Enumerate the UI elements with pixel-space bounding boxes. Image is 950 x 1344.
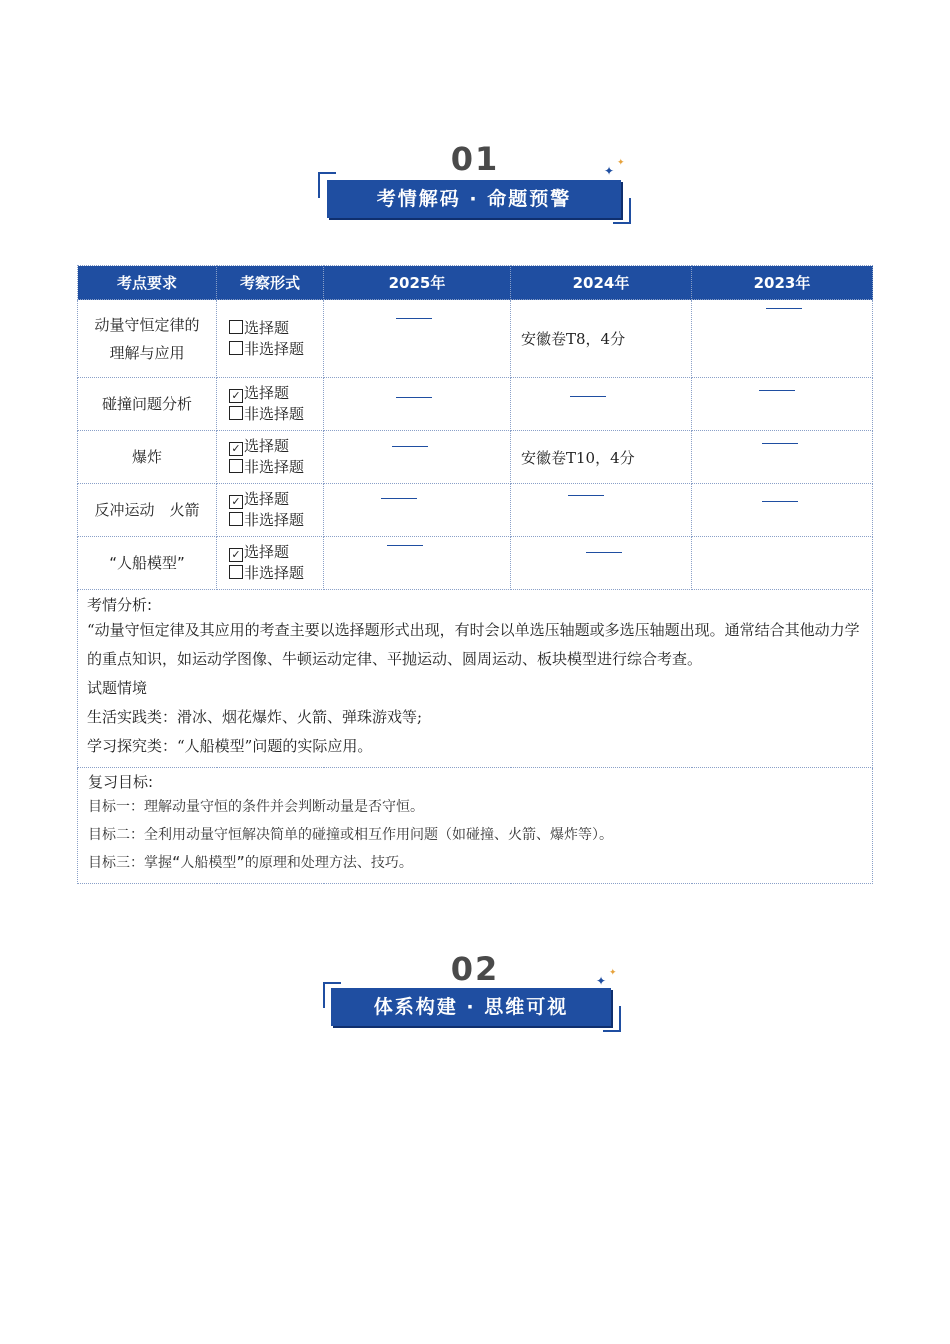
analysis-text: “动量守恒定律及其应用的考查主要以选择题形式出现，有时会以单选压轴题或多选压轴题出现。通常结合其他动力学的重点知识，如运动学图像、牛顿运动定律、平抛运动、圆周运动、板块模型进行综合考查。 <box>87 621 860 668</box>
header-cell: 2025年 <box>324 266 511 300</box>
sparkle-icon: ✦ <box>617 158 625 168</box>
form-cell <box>217 300 324 378</box>
table-row <box>78 484 873 537</box>
empty-mark <box>762 501 798 502</box>
option-nonchoice <box>229 563 323 584</box>
table-header-row <box>78 266 873 300</box>
table-row <box>78 537 873 590</box>
analysis-heading: 考情分析: <box>87 596 153 614</box>
topic-label: 爆炸 <box>131 448 162 466</box>
option-nonchoice <box>229 404 323 425</box>
goal-item: 目标二：全利用动量守恒解决简单的碰撞或相互作用问题（如碰撞、火箭、爆炸等）。 <box>88 827 613 843</box>
goals-heading: 复习目标: <box>88 773 154 791</box>
checkbox-unchecked-icon <box>229 565 243 579</box>
year-cell <box>511 378 692 431</box>
option-label: 非选择题 <box>244 511 305 529</box>
table-row <box>78 378 873 431</box>
empty-mark <box>396 397 432 398</box>
option-choice <box>229 318 323 339</box>
section-title: 体系构建 · 思维可视 <box>331 988 611 1026</box>
goal-item: 目标三：掌握“人船模型”的原理和处理方法、技巧。 <box>88 855 413 871</box>
header-cell: 2024年 <box>511 266 692 300</box>
scenario-heading: 试题情境 <box>87 679 148 697</box>
section-header-2 <box>0 950 950 1030</box>
empty-mark <box>586 552 622 553</box>
year-cell <box>692 537 873 590</box>
section-header-1 <box>0 140 950 220</box>
option-label: 选择题 <box>244 437 290 455</box>
option-label: 非选择题 <box>244 405 305 423</box>
exam-reference: 安徽卷T10，4分 <box>521 448 635 467</box>
empty-mark <box>381 498 417 499</box>
option-label: 选择题 <box>244 318 290 337</box>
topic-cell <box>78 431 217 484</box>
checkbox-checked-icon: ✓ <box>229 389 243 403</box>
topic-cell <box>78 300 217 378</box>
checkbox-checked-icon: ✓ <box>229 495 243 509</box>
form-cell <box>217 484 324 537</box>
year-cell <box>511 300 692 378</box>
form-cell <box>217 378 324 431</box>
form-cell <box>217 431 324 484</box>
year-cell <box>692 431 873 484</box>
scenario-life: 生活实践类：滑冰、烟花爆炸、火箭、弹珠游戏等; <box>87 708 423 726</box>
year-cell <box>511 537 692 590</box>
topic-label: “人船模型” <box>109 554 185 572</box>
exam-analysis-table <box>77 265 873 884</box>
year-cell <box>324 300 511 378</box>
empty-mark <box>759 390 795 391</box>
year-cell <box>324 537 511 590</box>
topic-label: 动量守恒定律的 <box>94 315 200 334</box>
goals-row <box>78 768 873 884</box>
section-number: 01 <box>450 140 500 178</box>
exam-reference: 安徽卷T8，4分 <box>521 330 626 348</box>
checkbox-unchecked-icon <box>229 459 243 473</box>
empty-mark <box>766 308 802 309</box>
option-nonchoice <box>229 510 323 531</box>
topic-label: 反冲运动 火箭 <box>94 501 200 519</box>
empty-mark <box>387 545 423 546</box>
option-label: 选择题 <box>244 543 290 561</box>
goal-item: 目标一：理解动量守恒的条件并会判断动量是否守恒。 <box>88 799 424 815</box>
year-cell <box>692 378 873 431</box>
sparkle-icon: ✦ <box>596 974 607 988</box>
option-nonchoice <box>229 339 323 360</box>
section-title: 考情解码 · 命题预警 <box>327 180 621 218</box>
header-cell: 考察形式 <box>217 266 324 300</box>
option-label: 选择题 <box>244 384 290 402</box>
empty-mark <box>392 446 428 447</box>
topic-cell <box>78 378 217 431</box>
goals-cell <box>78 768 873 884</box>
option-label: 选择题 <box>244 490 290 508</box>
sparkle-icon: ✦ <box>609 968 617 978</box>
option-choice <box>229 383 323 404</box>
option-choice <box>229 542 323 563</box>
empty-mark <box>396 318 432 319</box>
year-cell <box>324 431 511 484</box>
year-cell <box>511 431 692 484</box>
empty-mark <box>570 396 606 397</box>
checkbox-checked-icon: ✓ <box>229 442 243 456</box>
checkbox-unchecked-icon <box>229 512 243 526</box>
header-cell: 2023年 <box>692 266 873 300</box>
empty-mark <box>568 495 604 496</box>
option-nonchoice <box>229 457 323 478</box>
checkbox-unchecked-icon <box>229 320 243 334</box>
topic-cell <box>78 537 217 590</box>
form-cell <box>217 537 324 590</box>
analysis-cell <box>78 590 873 768</box>
year-cell <box>692 300 873 378</box>
year-cell <box>692 484 873 537</box>
sparkle-icon: ✦ <box>604 164 615 178</box>
table-row <box>78 300 873 378</box>
topic-label: 理解与应用 <box>109 343 185 362</box>
option-label: 非选择题 <box>244 458 305 476</box>
checkbox-checked-icon: ✓ <box>229 548 243 562</box>
empty-mark <box>762 443 798 444</box>
option-label: 非选择题 <box>244 339 305 358</box>
section-number: 02 <box>450 950 500 988</box>
scenario-study: 学习探究类：“人船模型”问题的实际应用。 <box>87 737 373 755</box>
option-choice <box>229 436 323 457</box>
checkbox-unchecked-icon <box>229 341 243 355</box>
year-cell <box>324 484 511 537</box>
checkbox-unchecked-icon <box>229 406 243 420</box>
option-label: 非选择题 <box>244 564 305 582</box>
year-cell <box>324 378 511 431</box>
table-row <box>78 431 873 484</box>
option-choice <box>229 489 323 510</box>
topic-label: 碰撞问题分析 <box>101 395 192 413</box>
topic-cell <box>78 484 217 537</box>
header-cell: 考点要求 <box>78 266 217 300</box>
analysis-row <box>78 590 873 768</box>
year-cell <box>511 484 692 537</box>
